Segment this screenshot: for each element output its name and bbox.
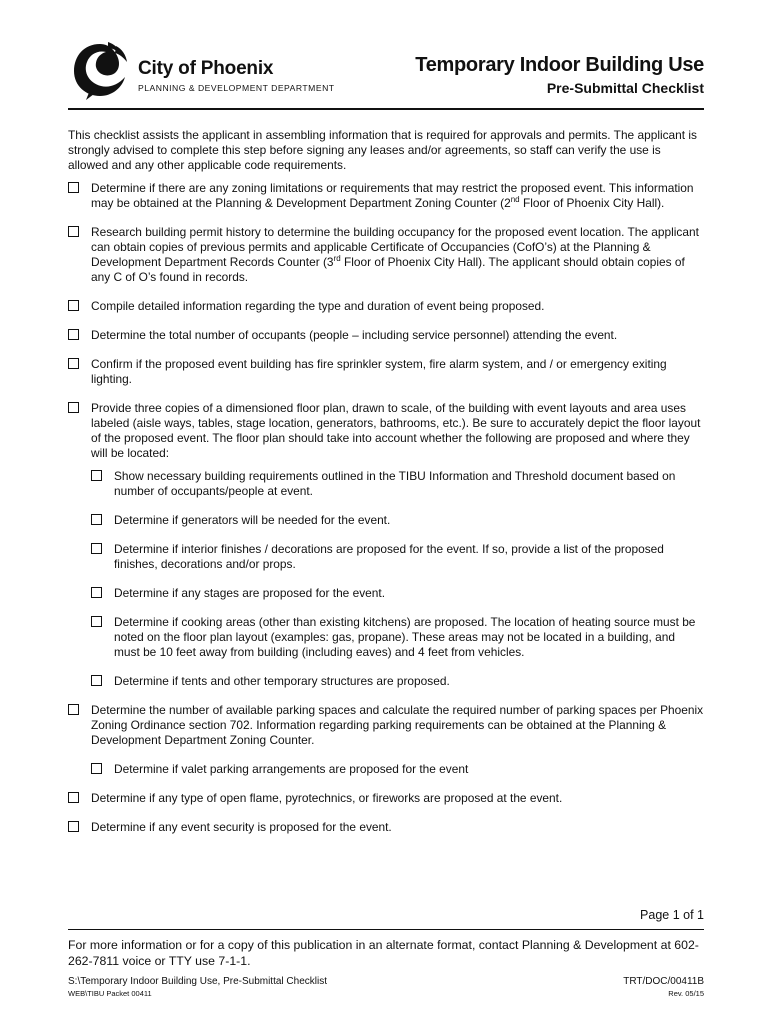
- checklist-item-event-info: [68, 299, 704, 314]
- footer-contact-info: For more information or for a copy of this publication in an alternate format, contact Planning & Development at 602-262-7811 voice or TTY use 7-1-1.: [68, 938, 699, 968]
- org-name: City of Phoenix: [138, 58, 274, 79]
- checkbox[interactable]: [68, 226, 79, 237]
- item-text: Determine if tents and other temporary structures are proposed.: [114, 674, 450, 688]
- footer-divider: [68, 929, 704, 930]
- item-text: Determine if any type of open flame, pyrotechnics, or fireworks are proposed at the event.: [91, 791, 563, 805]
- item-text: Determine if any event security is proposed for the event.: [91, 820, 392, 834]
- item-text: Determine the total number of occupants (people – including service personnel) attending the event.: [91, 328, 618, 342]
- checkbox[interactable]: [68, 358, 79, 369]
- footer-packet-id: WEB\TIBU Packet 00411: [68, 989, 152, 998]
- header-divider: [68, 108, 704, 110]
- intro-paragraph: This checklist assists the applicant in assembling information that is required for approvals and permits. The applicant is strongly advised to complete this step before signing any leases and/or agreements, so staff can verify the use is allowed and any other applicable code requirements.: [68, 128, 697, 172]
- checklist-item-open-flame: [68, 791, 704, 806]
- document-title: Temporary Indoor Building Use: [415, 54, 704, 76]
- document-header: [68, 38, 704, 108]
- document-subtitle: Pre-Submittal Checklist: [546, 80, 704, 96]
- item-text: Determine the number of available parking spaces and calculate the required number of parking spaces per Phoenix Zoning Ordinance section 702. Information regarding parking requirements can be obtained at the Planning & Development Department Zoning Counter.: [91, 703, 704, 747]
- checklist-item-occupants: [68, 328, 704, 343]
- phoenix-logo-icon: [68, 38, 132, 102]
- item-text: Determine if cooking areas (other than existing kitchens) are proposed. The location of heating source must be noted on the floor plan layout (examples: gas, propane). These areas may not be located in a building, and must be 10 feet away from building (including eaves) and 4 feet from vehicles.: [114, 615, 696, 659]
- checklist-item-floor-plan: [68, 401, 704, 461]
- footer-doc-code: TRT/DOC/00411B: [623, 976, 704, 987]
- page-number: Page 1 of 1: [640, 908, 704, 922]
- item-text: Determine if valet parking arrangements are proposed for the event: [114, 762, 469, 776]
- checkbox[interactable]: [68, 704, 79, 715]
- checkbox[interactable]: [91, 470, 102, 481]
- footer-file-path: S:\Temporary Indoor Building Use, Pre-Submittal Checklist: [68, 976, 327, 987]
- checkbox[interactable]: [68, 182, 79, 193]
- checkbox[interactable]: [91, 587, 102, 598]
- checklist-subitem-requirements: [91, 469, 704, 499]
- item-text: Research building permit history to determine the building occupancy for the proposed event location. The applicant can obtain copies of previous permits and applicable Certificate of Occupancies (CofO’s) at the Planning & Development Department Records Counter (3rd Floor of Phoenix City Hall). The applicant should obtain copies of any C of O’s found in records.: [91, 225, 699, 284]
- checklist-subitem-generators: [91, 513, 704, 528]
- checkbox[interactable]: [91, 514, 102, 525]
- org-department: PLANNING & DEVELOPMENT DEPARTMENT: [138, 83, 335, 93]
- checklist-body: [68, 128, 704, 849]
- item-text: Confirm if the proposed event building has fire sprinkler system, fire alarm system, and / or emergency exiting lighting.: [91, 357, 667, 386]
- checklist-item-fire-systems: [68, 357, 704, 387]
- checklist-item-security: [68, 820, 704, 835]
- item-text: Determine if interior finishes / decorations are proposed for the event. If so, provide a list of the proposed finishes, decorations and/or props.: [114, 542, 664, 571]
- item-text: Determine if any stages are proposed for the event.: [114, 586, 385, 600]
- checklist-item-zoning: [68, 181, 704, 211]
- checkbox[interactable]: [68, 329, 79, 340]
- checklist-subitem-stages: [91, 586, 704, 601]
- checkbox[interactable]: [91, 543, 102, 554]
- checklist-subitem-finishes: [91, 542, 704, 572]
- checklist-item-permit-history: [68, 225, 704, 285]
- checkbox[interactable]: [68, 402, 79, 413]
- checklist-subitem-valet: [91, 762, 704, 777]
- checkbox[interactable]: [68, 300, 79, 311]
- item-text: Compile detailed information regarding the type and duration of event being proposed.: [91, 299, 545, 313]
- item-text: Determine if generators will be needed for the event.: [114, 513, 391, 527]
- checkbox[interactable]: [91, 675, 102, 686]
- footer-revision: Rev. 05/15: [668, 989, 704, 998]
- checklist-item-parking: [68, 703, 704, 748]
- checkbox[interactable]: [68, 792, 79, 803]
- checklist-subitem-tents: [91, 674, 704, 689]
- item-text: Show necessary building requirements outlined in the TIBU Information and Threshold document based on number of occupants/people at event.: [114, 469, 676, 498]
- checkbox[interactable]: [68, 821, 79, 832]
- checkbox[interactable]: [91, 763, 102, 774]
- checkbox[interactable]: [91, 616, 102, 627]
- item-text: Provide three copies of a dimensioned floor plan, drawn to scale, of the building with event layouts and area uses labeled (aisle ways, tables, stage location, generators, bathrooms, etc.). Be sure to accurately depict the floor layout of the proposed event. The floor plan should take into account whether the following are proposed and where they will be located:: [91, 401, 701, 460]
- item-text: Determine if there are any zoning limitations or requirements that may restrict the proposed event. This information may be obtained at the Planning & Development Department Zoning Counter (2nd Floor of Phoenix City Hall).: [91, 181, 694, 210]
- checklist-subitem-cooking: [91, 615, 704, 660]
